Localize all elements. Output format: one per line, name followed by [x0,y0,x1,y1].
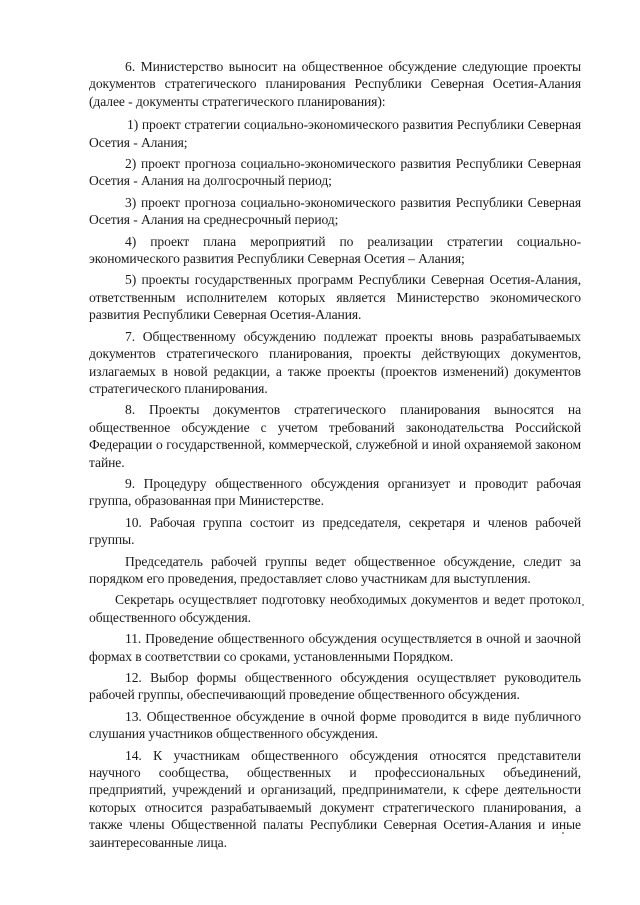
scan-speck [582,604,584,606]
list-item-1: 1) проект стратегии социально-экономического развития Республики Северная Осетия - Алания; [89,117,581,150]
paragraph-chairman: Председатель рабочей группы ведет общественное обсуждение, следит за порядком его проведения, предоставляет слово участникам для выступления. [89,553,581,586]
paragraph-11: 11. Проведение общественного обсуждения осуществляется в очной и заочной формах в соответствии со сроками, установленными Порядком. [89,631,581,664]
list-item-4: 4) проект плана мероприятий по реализации стратегии социально-экономического развития Республики Северная Осетия – Алания; [89,233,581,267]
paragraph-7: 7. Общественному обсуждению подлежат проекты вновь разрабатываемых документов стратегического планирования, проекты действующих документов, излагаемых в новой редакции, а также проекты (проектов изменений) документов стратегического планирования. [89,328,581,396]
paragraph-14: 14. К участникам общественного обсуждения относятся представители научного сообщества, общественных и профессиональных объединений, предприятий, учреждений и организаций, предприниматели, к сфере деятельности которых относится разрабатываемый документ стратегического планирования, а также члены Общественной палаты Республики Северная Осетия-Алания и иные заинтересованные лица. [89,747,581,850]
paragraph-13: 13. Общественное обсуждение в очной форме проводится в виде публичного слушания участников общественного обсуждения. [89,708,581,742]
paragraph-secretary: Секретарь осуществляет подготовку необходимых документов и ведет протокол общественного обсуждения. [89,592,581,625]
scan-speck [562,832,564,834]
list-item-3: 3) проект прогноза социально-экономического развития Республики Северная Осетия - Алания на среднесрочный период; [89,194,581,228]
paragraph-6: 6. Министерство выносит на общественное обсуждение следующие проекты документов стратегического планирования Республики Северная Осетия-Алания (далее - документы стратегического планирования): [89,59,581,109]
document-body [89,58,581,851]
paragraph-10: 10. Рабочая группа состоит из председателя, секретаря и членов рабочей группы. [89,514,581,548]
list-item-2: 2) проект прогноза социально-экономического развития Республики Северная Осетия - Алания на долгосрочный период; [89,156,581,189]
list-item-5: 5) проекты государственных программ Республики Северная Осетия-Алания, ответственным исполнителем которых является Министерство экономического развития Республики Северная Осетия-Алания. [89,272,581,323]
paragraph-9: 9. Процедуру общественного обсуждения организует и проводит рабочая группа, образованная при Министерстве. [89,475,581,509]
paragraph-8: 8. Проекты документов стратегического планирования выносятся на общественное обсуждение с учетом требований законодательства Российской Федерации о государственной, коммерческой, служебной и иной охраняемой законом тайне. [89,402,581,470]
paragraph-12: 12. Выбор формы общественного обсуждения осуществляет руководитель рабочей группы, обеспечивающий проведение общественного обсуждения. [89,670,581,703]
